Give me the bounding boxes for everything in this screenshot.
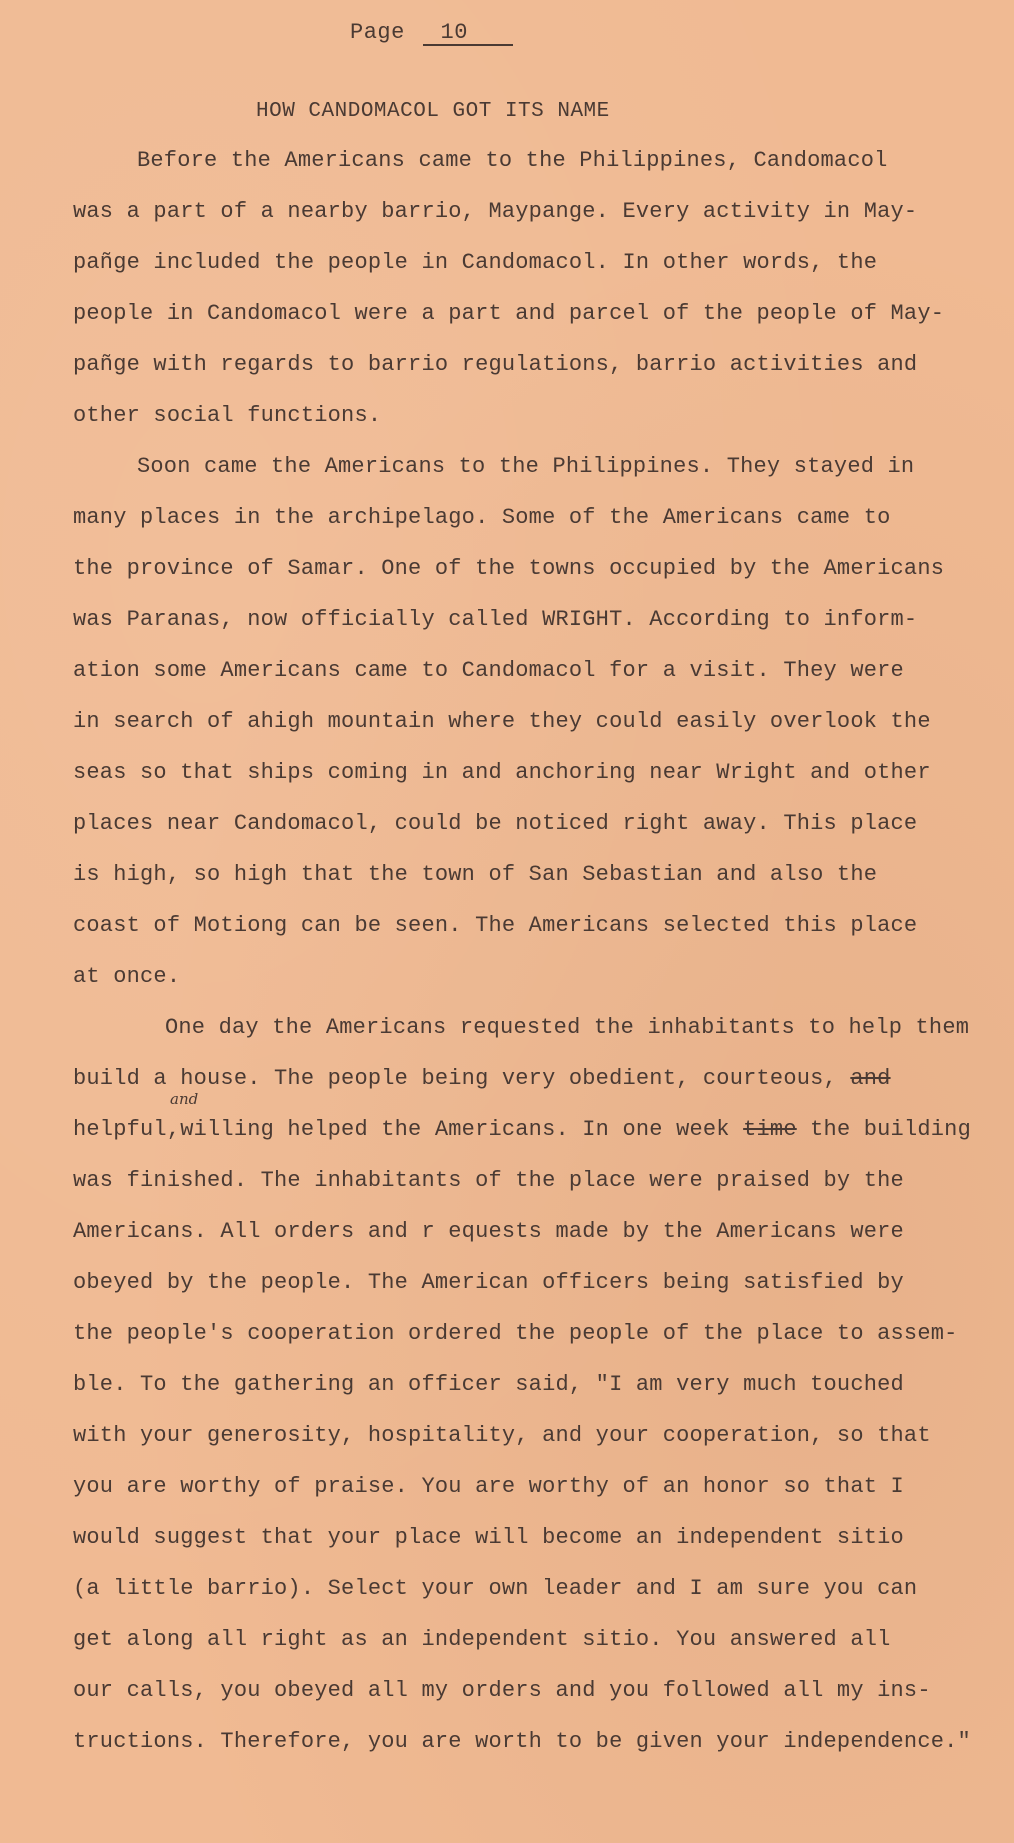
text-line: Americans. All orders and r equests made by the Americans were	[73, 1219, 904, 1244]
text-line: was finished. The inhabitants of the place were praised by the	[73, 1168, 904, 1193]
text-line: would suggest that your place will become an independent sitio	[73, 1525, 904, 1550]
text-segment: the building	[810, 1117, 971, 1142]
text-line: (a little barrio). Select your own leader and I am sure you can	[73, 1576, 918, 1601]
text-line: obeyed by the people. The American officers being satisfied by	[73, 1270, 904, 1295]
text-line: in search of ahigh mountain where they could easily overlook the	[73, 709, 931, 734]
text-segment: willing helped the Americans. In one week	[180, 1117, 730, 1142]
text-line: was Paranas, now officially called WRIGHT. According to inform-	[73, 607, 918, 632]
text-line: you are worthy of praise. You are worthy of an honor so that I	[73, 1474, 904, 1499]
page-header	[350, 20, 513, 46]
text-line: coast of Motiong can be seen. The Americans selected this place	[73, 913, 918, 938]
text-line: the people's cooperation ordered the people of the place to assem-	[73, 1321, 958, 1346]
text-line: pañge with regards to barrio regulations, barrio activities and	[73, 352, 918, 377]
text-line	[73, 1066, 891, 1091]
text-line: was a part of a nearby barrio, Maypange. Every activity in May-	[73, 199, 918, 224]
text-segment: build a house. The people being very obedient, courteous,	[73, 1066, 837, 1091]
struck-word: time	[743, 1117, 797, 1142]
struck-word: and	[850, 1066, 891, 1091]
page-label: Page	[350, 20, 405, 45]
text-line: get along all right as an independent sitio. You answered all	[73, 1627, 891, 1652]
handwritten-insertion: and	[170, 1090, 199, 1108]
text-line: many places in the archipelago. Some of the Americans came to	[73, 505, 891, 530]
text-segment: helpful,	[73, 1117, 181, 1142]
text-line: other social functions.	[73, 403, 382, 428]
text-line: pañge included the people in Candomacol. In other words, the	[73, 250, 878, 275]
page-number: 10	[423, 22, 513, 46]
text-line: the province of Samar. One of the towns occupied by the Americans	[73, 556, 945, 581]
text-line	[73, 1117, 971, 1142]
text-line: ble. To the gathering an officer said, "I am very much touched	[73, 1372, 904, 1397]
text-line: people in Candomacol were a part and parcel of the people of May-	[73, 301, 945, 326]
text-line: Before the Americans came to the Philippines, Candomacol	[137, 148, 888, 173]
text-line: places near Candomacol, could be noticed right away. This place	[73, 811, 918, 836]
text-line: Soon came the Americans to the Philippines. They stayed in	[137, 454, 915, 479]
text-line: tructions. Therefore, you are worth to be given your independence."	[73, 1729, 971, 1754]
text-line: ation some Americans came to Candomacol for a visit. They were	[73, 658, 904, 683]
text-line: seas so that ships coming in and anchoring near Wright and other	[73, 760, 931, 785]
text-line: is high, so high that the town of San Sebastian and also the	[73, 862, 878, 887]
document-title: HOW CANDOMACOL GOT ITS NAME	[256, 100, 610, 123]
text-line: at once.	[73, 964, 181, 989]
text-line: with your generosity, hospitality, and your cooperation, so that	[73, 1423, 931, 1448]
text-line: One day the Americans requested the inhabitants to help them	[165, 1015, 970, 1040]
text-line: our calls, you obeyed all my orders and you followed all my ins-	[73, 1678, 931, 1703]
